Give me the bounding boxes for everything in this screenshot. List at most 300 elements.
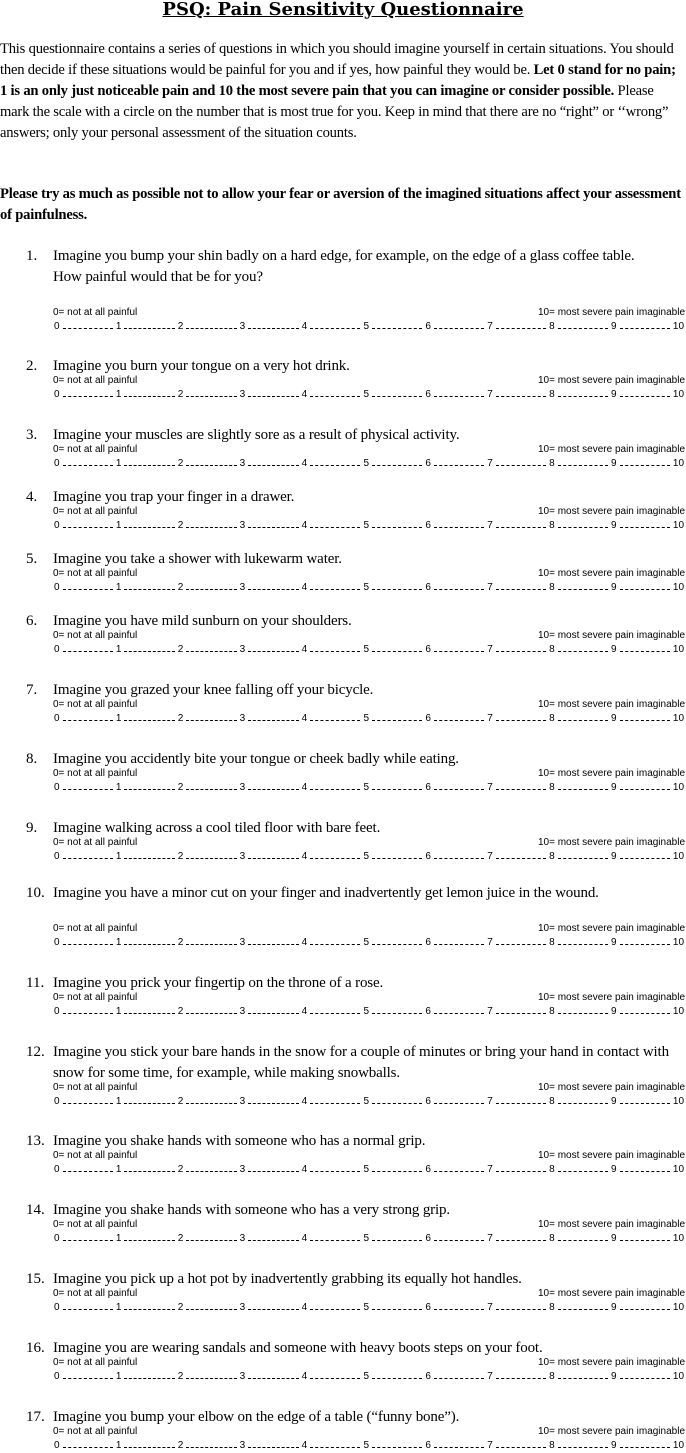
scale-option-0[interactable]: 0	[54, 389, 60, 400]
question-number: 3.	[26, 427, 38, 443]
scale-option-5[interactable]: 5	[363, 389, 370, 400]
scale-number-line	[53, 1005, 685, 1019]
scale-dash-separator	[372, 589, 422, 590]
question-number: 2.	[26, 358, 38, 374]
scale-option-6[interactable]: 6	[425, 520, 431, 531]
scale-option-5[interactable]: 5	[363, 851, 370, 862]
scale-option-6[interactable]: 6	[425, 782, 431, 793]
scale-dash-separator	[434, 1171, 484, 1172]
scale-option-0[interactable]: 0	[54, 321, 60, 332]
scale-dash-separator	[310, 589, 360, 590]
scale-option-6[interactable]: 6	[425, 458, 431, 469]
scale-option-5[interactable]: 5	[363, 1096, 370, 1107]
question-number: 11.	[26, 975, 45, 991]
scale-dash-separator	[186, 651, 236, 652]
scale-option-0[interactable]: 0	[54, 1006, 60, 1017]
scale-option-7[interactable]: 7	[487, 1006, 493, 1017]
pain-rating-scale	[53, 922, 685, 950]
scale-option-4[interactable]: 4	[301, 1233, 308, 1244]
scale-option-0[interactable]: 0	[54, 1164, 60, 1175]
scale-dash-separator	[558, 527, 608, 528]
scale-option-0[interactable]: 0	[54, 1096, 60, 1107]
scale-dash-separator	[372, 651, 422, 652]
scale-option-7[interactable]: 7	[487, 520, 493, 531]
scale-dash-separator	[434, 858, 484, 859]
scale-option-5[interactable]: 5	[363, 644, 370, 655]
scale-option-9[interactable]: 9	[611, 1371, 617, 1382]
scale-option-9[interactable]: 9	[611, 713, 617, 724]
scale-dash-separator	[372, 944, 422, 945]
scale-max-label: 10= most severe pain imaginable	[537, 1082, 685, 1093]
scale-option-9[interactable]: 9	[611, 937, 617, 948]
scale-option-4[interactable]: 4	[301, 1006, 308, 1017]
scale-option-9[interactable]: 9	[611, 1233, 617, 1244]
scale-option-4[interactable]: 4	[301, 1440, 308, 1451]
scale-number-line	[53, 1095, 685, 1109]
scale-option-9[interactable]: 9	[611, 1302, 617, 1313]
scale-option-1[interactable]: 1	[115, 389, 122, 400]
scale-option-9[interactable]: 9	[611, 582, 617, 593]
scale-dash-separator	[620, 1103, 670, 1104]
scale-min-label: 0= not at all painful	[53, 568, 138, 579]
pain-rating-scale	[53, 1287, 685, 1315]
scale-option-3[interactable]: 3	[239, 321, 246, 332]
scale-option-0[interactable]: 0	[54, 644, 60, 655]
scale-dash-separator	[558, 1171, 608, 1172]
scale-option-2[interactable]: 2	[177, 713, 184, 724]
scale-option-3[interactable]: 3	[239, 1096, 246, 1107]
scale-number-line	[53, 781, 685, 795]
scale-dash-separator	[372, 1171, 422, 1172]
scale-option-10[interactable]: 10	[672, 1233, 685, 1244]
scale-number-line	[53, 850, 685, 864]
scale-dash-separator	[496, 1378, 546, 1379]
scale-option-5[interactable]: 5	[363, 782, 370, 793]
question-prompt: Imagine you shake hands with someone who has a very strong grip.	[53, 1202, 450, 1218]
scale-option-2[interactable]: 2	[177, 1164, 184, 1175]
scale-option-1[interactable]: 1	[115, 644, 122, 655]
scale-option-10[interactable]: 10	[672, 389, 685, 400]
scale-option-10[interactable]: 10	[672, 520, 685, 531]
scale-anchor-labels	[53, 836, 685, 850]
scale-dash-separator	[434, 789, 484, 790]
scale-option-3[interactable]: 3	[239, 937, 246, 948]
scale-dash-separator	[248, 1447, 298, 1448]
scale-option-10[interactable]: 10	[672, 1006, 685, 1017]
question-number: 7.	[26, 682, 38, 698]
scale-option-3[interactable]: 3	[239, 1233, 246, 1244]
scale-option-7[interactable]: 7	[487, 1164, 493, 1175]
scale-option-3[interactable]: 3	[239, 458, 246, 469]
scale-option-5[interactable]: 5	[363, 713, 370, 724]
scale-max-label: 10= most severe pain imaginable	[537, 1426, 685, 1437]
scale-option-0[interactable]: 0	[54, 458, 60, 469]
scale-option-1[interactable]: 1	[115, 937, 122, 948]
scale-option-2[interactable]: 2	[177, 389, 184, 400]
scale-option-6[interactable]: 6	[425, 582, 431, 593]
scale-dash-separator	[620, 789, 670, 790]
scale-option-8[interactable]: 8	[549, 1096, 555, 1107]
scale-option-6[interactable]: 6	[425, 644, 431, 655]
question-prompt: Imagine you trap your finger in a drawer.	[53, 489, 295, 505]
scale-dash-separator	[186, 1240, 236, 1241]
question-prompt: Imagine you prick your fingertip on the throne of a rose.	[53, 975, 384, 991]
scale-dash-separator	[248, 1240, 298, 1241]
scale-option-7[interactable]: 7	[487, 937, 493, 948]
scale-option-8[interactable]: 8	[549, 1233, 555, 1244]
scale-option-7[interactable]: 7	[487, 851, 493, 862]
question-prompt: Imagine you bump your shin badly on a hard edge, for example, on the edge of a glass coffee table.	[53, 248, 635, 264]
pain-rating-scale	[53, 991, 685, 1019]
scale-option-10[interactable]: 10	[672, 1164, 685, 1175]
scale-option-5[interactable]: 5	[363, 1371, 370, 1382]
scale-option-10[interactable]: 10	[672, 1371, 685, 1382]
scale-option-2[interactable]: 2	[177, 520, 184, 531]
question-prompt: Imagine you shake hands with someone who has a normal grip.	[53, 1133, 426, 1149]
scale-option-8[interactable]: 8	[549, 851, 555, 862]
scale-option-6[interactable]: 6	[425, 1164, 431, 1175]
scale-option-5[interactable]: 5	[363, 1006, 370, 1017]
scale-option-5[interactable]: 5	[363, 582, 370, 593]
scale-option-6[interactable]: 6	[425, 1096, 431, 1107]
scale-option-5[interactable]: 5	[363, 937, 370, 948]
scale-option-0[interactable]: 0	[54, 520, 60, 531]
scale-option-4[interactable]: 4	[301, 520, 308, 531]
scale-option-8[interactable]: 8	[549, 520, 555, 531]
scale-option-7[interactable]: 7	[487, 1302, 493, 1313]
scale-option-8[interactable]: 8	[549, 937, 555, 948]
scale-option-0[interactable]: 0	[54, 713, 60, 724]
scale-dash-separator	[620, 944, 670, 945]
scale-dash-separator	[496, 1103, 546, 1104]
scale-number-line	[53, 1163, 685, 1177]
scale-option-6[interactable]: 6	[425, 1440, 431, 1451]
scale-dash-separator	[63, 465, 113, 466]
scale-anchor-labels	[53, 991, 685, 1005]
scale-option-4[interactable]: 4	[301, 389, 308, 400]
scale-option-10[interactable]: 10	[672, 1440, 685, 1451]
scale-dash-separator	[186, 1378, 236, 1379]
scale-option-3[interactable]: 3	[239, 851, 246, 862]
scale-dash-separator	[372, 527, 422, 528]
scale-option-1[interactable]: 1	[115, 1233, 122, 1244]
scale-anchor-labels	[53, 1356, 685, 1370]
scale-option-2[interactable]: 2	[177, 782, 184, 793]
scale-min-label: 0= not at all painful	[53, 444, 138, 455]
scale-min-label: 0= not at all painful	[53, 837, 138, 848]
scale-dash-separator	[186, 1171, 236, 1172]
scale-option-8[interactable]: 8	[549, 713, 555, 724]
scale-option-10[interactable]: 10	[672, 937, 685, 948]
scale-option-2[interactable]: 2	[177, 1096, 184, 1107]
scale-option-6[interactable]: 6	[425, 1302, 431, 1313]
scale-option-10[interactable]: 10	[672, 582, 685, 593]
scale-dash-separator	[248, 944, 298, 945]
scale-dash-separator	[310, 944, 360, 945]
scale-option-3[interactable]: 3	[239, 1006, 246, 1017]
scale-dash-separator	[124, 1378, 174, 1379]
scale-option-6[interactable]: 6	[425, 321, 431, 332]
scale-dash-separator	[372, 1103, 422, 1104]
scale-option-5[interactable]: 5	[363, 1233, 370, 1244]
scale-option-9[interactable]: 9	[611, 520, 617, 531]
scale-option-8[interactable]: 8	[549, 644, 555, 655]
scale-option-3[interactable]: 3	[239, 1302, 246, 1313]
scale-option-2[interactable]: 2	[177, 1006, 184, 1017]
scale-option-2[interactable]: 2	[177, 458, 184, 469]
scale-dash-separator	[248, 1378, 298, 1379]
scale-option-5[interactable]: 5	[363, 458, 370, 469]
scale-dash-separator	[372, 465, 422, 466]
scale-dash-separator	[434, 944, 484, 945]
scale-option-7[interactable]: 7	[487, 1440, 493, 1451]
scale-dash-separator	[496, 1171, 546, 1172]
scale-option-2[interactable]: 2	[177, 1371, 184, 1382]
scale-option-7[interactable]: 7	[487, 389, 493, 400]
pain-rating-scale	[53, 1081, 685, 1109]
scale-option-5[interactable]: 5	[363, 321, 370, 332]
scale-option-1[interactable]: 1	[115, 1302, 122, 1313]
scale-dash-separator	[248, 328, 298, 329]
question-text	[53, 883, 683, 904]
scale-dash-separator	[63, 1447, 113, 1448]
scale-dash-separator	[434, 720, 484, 721]
scale-option-4[interactable]: 4	[301, 458, 308, 469]
scale-option-1[interactable]: 1	[115, 1006, 122, 1017]
scale-option-9[interactable]: 9	[611, 1440, 617, 1451]
scale-anchor-labels	[53, 922, 685, 936]
scale-min-label: 0= not at all painful	[53, 1150, 138, 1161]
scale-option-1[interactable]: 1	[115, 458, 122, 469]
scale-option-6[interactable]: 6	[425, 389, 431, 400]
scale-option-3[interactable]: 3	[239, 1440, 246, 1451]
pain-rating-scale	[53, 1356, 685, 1384]
scale-option-8[interactable]: 8	[549, 1006, 555, 1017]
scale-option-8[interactable]: 8	[549, 321, 555, 332]
scale-dash-separator	[248, 527, 298, 528]
question-prompt: Imagine you grazed your knee falling off your bicycle.	[53, 682, 374, 698]
scale-option-4[interactable]: 4	[301, 937, 308, 948]
scale-min-label: 0= not at all painful	[53, 992, 138, 1003]
scale-option-3[interactable]: 3	[239, 520, 246, 531]
scale-option-7[interactable]: 7	[487, 321, 493, 332]
scale-option-1[interactable]: 1	[115, 851, 122, 862]
scale-option-8[interactable]: 8	[549, 1371, 555, 1382]
scale-dash-separator	[434, 589, 484, 590]
scale-dash-separator	[248, 1309, 298, 1310]
scale-option-10[interactable]: 10	[672, 1302, 685, 1313]
scale-option-7[interactable]: 7	[487, 1096, 493, 1107]
scale-dash-separator	[248, 858, 298, 859]
scale-number-line	[53, 388, 685, 402]
scale-option-4[interactable]: 4	[301, 782, 308, 793]
scale-option-2[interactable]: 2	[177, 1233, 184, 1244]
scale-option-3[interactable]: 3	[239, 644, 246, 655]
scale-option-1[interactable]: 1	[115, 713, 122, 724]
question-prompt: Imagine you stick your bare hands in the snow for a couple of minutes or bring your hand in contact with snow for some time, for example, while making snowballs.	[53, 1044, 669, 1081]
scale-dash-separator	[186, 1103, 236, 1104]
scale-option-10[interactable]: 10	[672, 1096, 685, 1107]
scale-option-7[interactable]: 7	[487, 458, 493, 469]
scale-option-1[interactable]: 1	[115, 782, 122, 793]
scale-dash-separator	[186, 328, 236, 329]
scale-min-label: 0= not at all painful	[53, 1219, 138, 1230]
scale-option-10[interactable]: 10	[672, 644, 685, 655]
scale-option-0[interactable]: 0	[54, 582, 60, 593]
scale-dash-separator	[63, 1378, 113, 1379]
scale-option-4[interactable]: 4	[301, 713, 308, 724]
scale-option-4[interactable]: 4	[301, 1096, 308, 1107]
scale-dash-separator	[620, 527, 670, 528]
scale-option-6[interactable]: 6	[425, 851, 431, 862]
scale-option-1[interactable]: 1	[115, 1440, 122, 1451]
scale-option-4[interactable]: 4	[301, 321, 308, 332]
scale-option-0[interactable]: 0	[54, 1440, 60, 1451]
scale-option-7[interactable]: 7	[487, 782, 493, 793]
scale-option-7[interactable]: 7	[487, 644, 493, 655]
scale-option-9[interactable]: 9	[611, 321, 617, 332]
scale-dash-separator	[124, 944, 174, 945]
scale-dash-separator	[496, 1013, 546, 1014]
scale-option-3[interactable]: 3	[239, 1371, 246, 1382]
scale-anchor-labels	[53, 306, 685, 320]
scale-option-8[interactable]: 8	[549, 582, 555, 593]
scale-option-2[interactable]: 2	[177, 1440, 184, 1451]
scale-dash-separator	[496, 527, 546, 528]
scale-dash-separator	[248, 720, 298, 721]
scale-number-line	[53, 1301, 685, 1315]
scale-option-4[interactable]: 4	[301, 1302, 308, 1313]
scale-option-9[interactable]: 9	[611, 1164, 617, 1175]
scale-option-8[interactable]: 8	[549, 782, 555, 793]
scale-option-3[interactable]: 3	[239, 1164, 246, 1175]
scale-option-7[interactable]: 7	[487, 582, 493, 593]
scale-option-6[interactable]: 6	[425, 1006, 431, 1017]
scale-min-label: 0= not at all painful	[53, 1426, 138, 1437]
scale-option-3[interactable]: 3	[239, 782, 246, 793]
scale-option-2[interactable]: 2	[177, 851, 184, 862]
scale-option-4[interactable]: 4	[301, 1371, 308, 1382]
scale-option-3[interactable]: 3	[239, 582, 246, 593]
scale-dash-separator	[620, 720, 670, 721]
scale-dash-separator	[186, 396, 236, 397]
scale-option-8[interactable]: 8	[549, 1302, 555, 1313]
scale-option-6[interactable]: 6	[425, 937, 431, 948]
scale-option-1[interactable]: 1	[115, 321, 122, 332]
scale-min-label: 0= not at all painful	[53, 375, 138, 386]
scale-option-0[interactable]: 0	[54, 1302, 60, 1313]
scale-option-6[interactable]: 6	[425, 1233, 431, 1244]
scale-dash-separator	[558, 1240, 608, 1241]
scale-option-1[interactable]: 1	[115, 520, 122, 531]
scale-option-5[interactable]: 5	[363, 1440, 370, 1451]
scale-option-2[interactable]: 2	[177, 582, 184, 593]
scale-option-7[interactable]: 7	[487, 1233, 493, 1244]
scale-option-8[interactable]: 8	[549, 1440, 555, 1451]
question-number: 5.	[26, 551, 38, 567]
scale-dash-separator	[248, 1103, 298, 1104]
scale-dash-separator	[558, 720, 608, 721]
question-number: 1.	[26, 248, 38, 264]
scale-option-9[interactable]: 9	[611, 851, 617, 862]
scale-dash-separator	[186, 1309, 236, 1310]
pain-rating-scale	[53, 1425, 685, 1453]
scale-dash-separator	[310, 527, 360, 528]
scale-option-5[interactable]: 5	[363, 1164, 370, 1175]
scale-option-9[interactable]: 9	[611, 782, 617, 793]
scale-min-label: 0= not at all painful	[53, 506, 138, 517]
scale-option-8[interactable]: 8	[549, 1164, 555, 1175]
scale-dash-separator	[558, 651, 608, 652]
scale-option-0[interactable]: 0	[54, 1371, 60, 1382]
scale-option-8[interactable]: 8	[549, 389, 555, 400]
scale-option-5[interactable]: 5	[363, 1302, 370, 1313]
scale-dash-separator	[496, 720, 546, 721]
scale-option-4[interactable]: 4	[301, 1164, 308, 1175]
scale-option-2[interactable]: 2	[177, 1302, 184, 1313]
scale-option-1[interactable]: 1	[115, 1164, 122, 1175]
scale-dash-separator	[310, 1013, 360, 1014]
scale-option-9[interactable]: 9	[611, 458, 617, 469]
scale-dash-separator	[620, 589, 670, 590]
scale-number-line	[53, 1439, 685, 1453]
scale-min-label: 0= not at all painful	[53, 923, 138, 934]
scale-option-5[interactable]: 5	[363, 520, 370, 531]
scale-dash-separator	[63, 1240, 113, 1241]
scale-option-10[interactable]: 10	[672, 321, 685, 332]
scale-option-8[interactable]: 8	[549, 458, 555, 469]
scale-option-1[interactable]: 1	[115, 582, 122, 593]
scale-option-4[interactable]: 4	[301, 851, 308, 862]
scale-option-10[interactable]: 10	[672, 782, 685, 793]
scale-option-0[interactable]: 0	[54, 1233, 60, 1244]
scale-option-9[interactable]: 9	[611, 1006, 617, 1017]
scale-option-7[interactable]: 7	[487, 713, 493, 724]
scale-option-9[interactable]: 9	[611, 389, 617, 400]
scale-option-6[interactable]: 6	[425, 1371, 431, 1382]
scale-dash-separator	[310, 1103, 360, 1104]
scale-option-4[interactable]: 4	[301, 582, 308, 593]
scale-option-9[interactable]: 9	[611, 1096, 617, 1107]
question-number: 13.	[26, 1133, 45, 1149]
question-number: 16.	[26, 1340, 45, 1356]
scale-option-2[interactable]: 2	[177, 644, 184, 655]
question-prompt: Imagine you bump your elbow on the edge of a table (“funny bone”).	[53, 1409, 460, 1425]
scale-option-3[interactable]: 3	[239, 713, 246, 724]
scale-option-9[interactable]: 9	[611, 644, 617, 655]
scale-option-10[interactable]: 10	[672, 458, 685, 469]
scale-dash-separator	[310, 1240, 360, 1241]
scale-option-1[interactable]: 1	[115, 1096, 122, 1107]
scale-option-6[interactable]: 6	[425, 713, 431, 724]
scale-option-0[interactable]: 0	[54, 851, 60, 862]
scale-option-1[interactable]: 1	[115, 1371, 122, 1382]
scale-anchor-labels	[53, 567, 685, 581]
scale-option-0[interactable]: 0	[54, 937, 60, 948]
scale-option-10[interactable]: 10	[672, 713, 685, 724]
scale-option-3[interactable]: 3	[239, 389, 246, 400]
scale-min-label: 0= not at all painful	[53, 768, 138, 779]
scale-option-10[interactable]: 10	[672, 851, 685, 862]
scale-option-0[interactable]: 0	[54, 782, 60, 793]
scale-option-7[interactable]: 7	[487, 1371, 493, 1382]
scale-option-2[interactable]: 2	[177, 321, 184, 332]
scale-option-4[interactable]: 4	[301, 644, 308, 655]
scale-dash-separator	[63, 1103, 113, 1104]
scale-option-2[interactable]: 2	[177, 937, 184, 948]
scale-dash-separator	[558, 1309, 608, 1310]
question-text	[53, 246, 683, 288]
